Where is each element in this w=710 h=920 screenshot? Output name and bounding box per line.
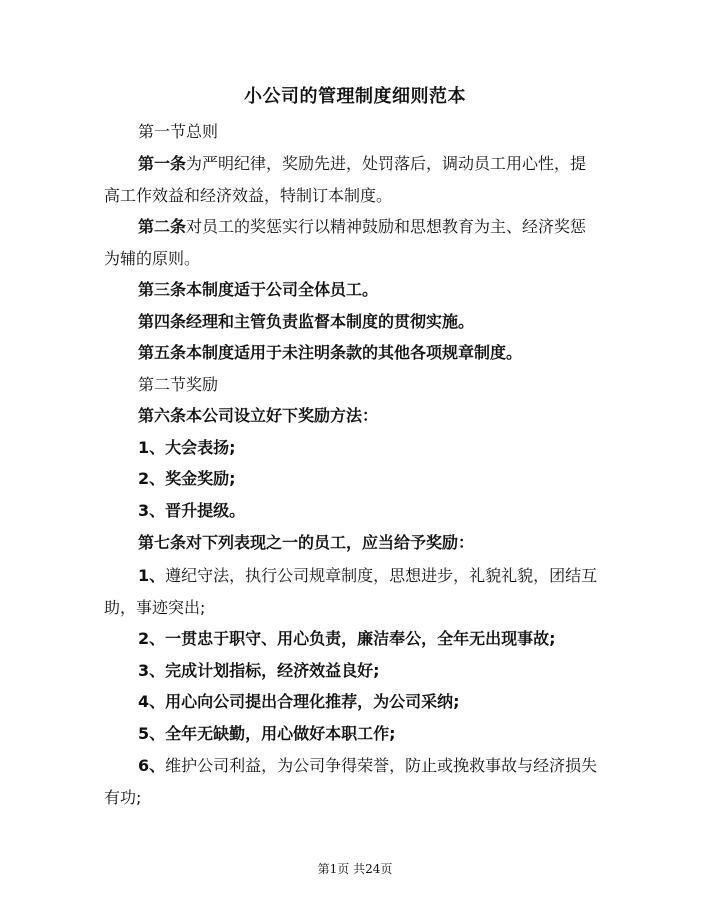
article-7: 第七条对下列表现之一的员工，应当给予奖励：	[138, 533, 475, 552]
list-item-number: 1、	[138, 566, 166, 585]
list-item: 1、大会表扬;	[138, 438, 236, 457]
list-item-text: 遵纪守法，执行公司规章制度，思想进步，礼貌礼貌，团结互	[165, 566, 598, 585]
list-item-number: 6、	[138, 756, 166, 775]
article-1-label: 第一条	[138, 154, 187, 173]
list-item-continuation: 助，事迹突出;	[104, 598, 206, 617]
list-item: 3、完成计划指标，经济效益良好;	[138, 661, 380, 680]
article-2-text: 对员工的奖惩实行以精神鼓励和思想教育为主、经济奖惩	[186, 217, 587, 236]
article-1-line-2: 高工作效益和经济效益，特制订本制度。	[104, 186, 393, 205]
article-2-line-1	[138, 214, 638, 237]
list-item: 5、全年无缺勤，用心做好本职工作;	[138, 724, 396, 743]
list-item: 2、一贯忠于职守、用心负责，廉洁奉公，全年无出现事故;	[138, 629, 556, 648]
section-heading-2: 第二节奖励	[138, 375, 219, 394]
article-3: 第三条本制度适于公司全体员工。	[138, 280, 379, 299]
page-title: 小公司的管理制度细则范本	[244, 86, 466, 107]
list-item	[138, 753, 638, 776]
list-item: 3、晋升提级。	[138, 501, 246, 520]
list-item: 4、用心向公司提出合理化推荐，为公司采纳;	[138, 692, 460, 711]
list-item-continuation: 有功;	[104, 788, 142, 807]
section-heading-1: 第一节总则	[138, 122, 219, 141]
article-6: 第六条本公司设立好下奖励方法：	[138, 406, 379, 425]
page-number-footer: 第1页 共24页	[317, 862, 393, 876]
list-item	[138, 563, 638, 586]
article-1-text: 为严明纪律，奖励先进，处罚落后，调动员工用心性，提	[186, 154, 587, 173]
article-2-line-2: 为辅的原则。	[104, 249, 201, 268]
list-item: 2、奖金奖励;	[138, 469, 236, 488]
list-item-text: 维护公司利益，为公司争得荣誉，防止或挽救事故与经济损失	[165, 756, 598, 775]
article-4: 第四条经理和主管负责监督本制度的贯彻实施。	[138, 312, 475, 331]
article-5: 第五条本制度适用于未注明条款的其他各项规章制度。	[138, 343, 523, 362]
article-2-label: 第二条	[138, 217, 187, 236]
article-1-line-1	[138, 151, 638, 174]
